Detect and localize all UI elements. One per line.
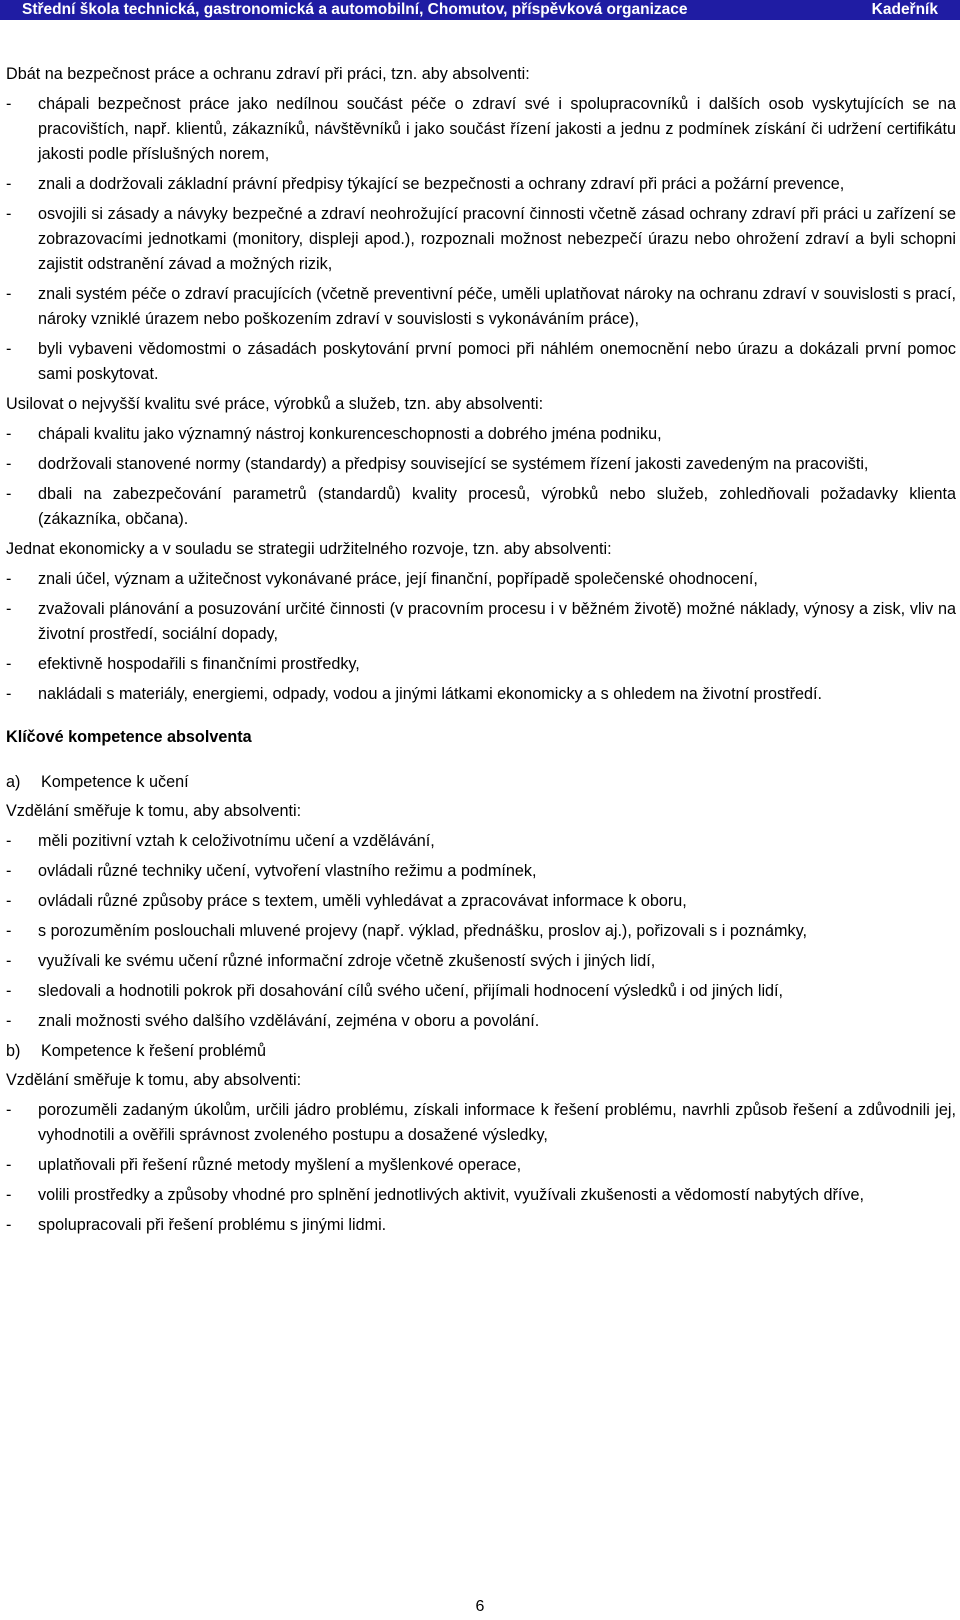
competence-title: b) Kompetence k řešení problémů [6, 1042, 266, 1060]
list-item: - uplatňovali při řešení různé metody myšlení a myšlenkové operace, [6, 1156, 522, 1174]
list-item: - spolupracovali při řešení problému s jinými lidmi. [6, 1216, 387, 1234]
list-item: - osvojili si zásady a návyky bezpečné a zdraví neohrožující pracovní činnosti včetně zásad ochrany zdraví při práci u zařízení se zobrazovacími jednotkami (monitory, displeji apod.), rozpoznali možnost nebezpečí úrazu nebo ohrožení zdraví a byli schopni zajistit odstranění závad a možných rizik, [6, 205, 956, 273]
document-body [6, 62, 960, 1243]
list-item: - znali možnosti svého dalšího vzdělávání, zejména v oboru a povolání. [6, 1012, 540, 1030]
list-item: - sledovali a hodnotili pokrok při dosahování cílů svého učení, přijímali hodnocení výsledků i od jiných lidí, [6, 982, 784, 1000]
section-intro: Jednat ekonomicky a v souladu se strategii udržitelného rozvoje, tzn. aby absolventi: [6, 540, 612, 558]
bullet-list [6, 92, 960, 387]
list-item: - nakládali s materiály, energiemi, odpady, vodou a jinými látkami ekonomicky a s ohledem na životní prostředí. [6, 685, 822, 703]
bullet-list [6, 1098, 960, 1238]
list-item: - dodržovali stanovené normy (standardy) a předpisy související se systémem řízení jakosti zavedeným na pracovišti, [6, 455, 869, 473]
bullet-list [6, 422, 960, 532]
header-program-name: Kadeřník [871, 1, 938, 18]
list-item: - dbali na zabezpečování parametrů (standardů) kvality procesů, výrobků nebo služeb, zohledňovali požadavky klienta (zákazníka, občana). [6, 485, 956, 528]
list-item: - volili prostředky a způsoby vhodné pro splnění jednotlivých aktivit, využívali zkušenosti a vědomostí nabytých dříve, [6, 1186, 864, 1204]
list-item: - měli pozitivní vztah k celoživotnímu učení a vzdělávání, [6, 832, 435, 850]
list-item: - zvažovali plánování a posuzování určité činnosti (v pracovním procesu i v běžném životě) možné náklady, výnosy a zisk, vliv na životní prostředí, sociální dopady, [6, 600, 956, 643]
list-item: - ovládali různé techniky učení, vytvoření vlastního režimu a podmínek, [6, 862, 537, 880]
competence-intro: Vzdělání směřuje k tomu, aby absolventi: [6, 1071, 302, 1089]
competence-intro: Vzdělání směřuje k tomu, aby absolventi: [6, 802, 302, 820]
list-item: - chápali bezpečnost práce jako nedílnou součást péče o zdraví své i spolupracovníků i dalších osob vyskytujících se na pracovištích, např. klientů, zákazníků, návštěvníků i jako součást řízení jakosti a jednu z podmínek získání či udržení certifikátu jakosti podle příslušných norem, [6, 95, 956, 163]
list-item: - znali a dodržovali základní právní předpisy týkající se bezpečnosti a ochrany zdraví při práci a požární prevence, [6, 175, 845, 193]
list-item: - využívali ke svému učení různé informační zdroje včetně zkušeností svých i jiných lidí, [6, 952, 656, 970]
list-item: - s porozuměním poslouchali mluvené projevy (např. výklad, přednášku, proslov aj.), pořizovali s i poznámky, [6, 922, 807, 940]
list-item: - znali účel, význam a užitečnost vykonávané práce, její finanční, popřípadě společenské ohodnocení, [6, 570, 758, 588]
bullet-list [6, 567, 960, 707]
page-header [0, 0, 960, 20]
header-school-name: Střední škola technická, gastronomická a automobilní, Chomutov, příspěvková organizace [22, 1, 688, 18]
list-item: - porozuměli zadaným úkolům, určili jádro problému, získali informace k řešení problému, navrhli způsob řešení a zdůvodnili jej, vyhodnotili a ověřili správnost zvoleného postupu a dosažené výsledky, [6, 1101, 956, 1144]
section-intro: Dbát na bezpečnost práce a ochranu zdraví při práci, tzn. aby absolventi: [6, 65, 530, 83]
section-intro: Usilovat o nejvyšší kvalitu své práce, výrobků a služeb, tzn. aby absolventi: [6, 395, 544, 413]
bullet-list [6, 829, 960, 1034]
list-item: - chápali kvalitu jako významný nástroj konkurenceschopnosti a dobrého jména podniku, [6, 425, 662, 443]
page-number: 6 [475, 1598, 485, 1615]
list-item: - ovládali různé způsoby práce s textem, uměli vyhledávat a zpracovávat informace k oboru, [6, 892, 687, 910]
list-item: - byli vybaveni vědomostmi o zásadách poskytování první pomoci při náhlém onemocnění nebo úrazu a dokázali první pomoc sami poskytovat. [6, 340, 956, 383]
competence-title: a) Kompetence k učení [6, 773, 189, 791]
list-item: - znali systém péče o zdraví pracujících (včetně preventivní péče, uměli uplatňovat nároky na ochranu zdraví v souvislosti s prací, nároky vzniklé úrazem nebo poškozením zdraví v souvislosti s vykonáváním práce), [6, 285, 956, 328]
key-competences-heading: Klíčové kompetence absolventa [6, 728, 252, 746]
list-item: - efektivně hospodařili s finančními prostředky, [6, 655, 360, 673]
